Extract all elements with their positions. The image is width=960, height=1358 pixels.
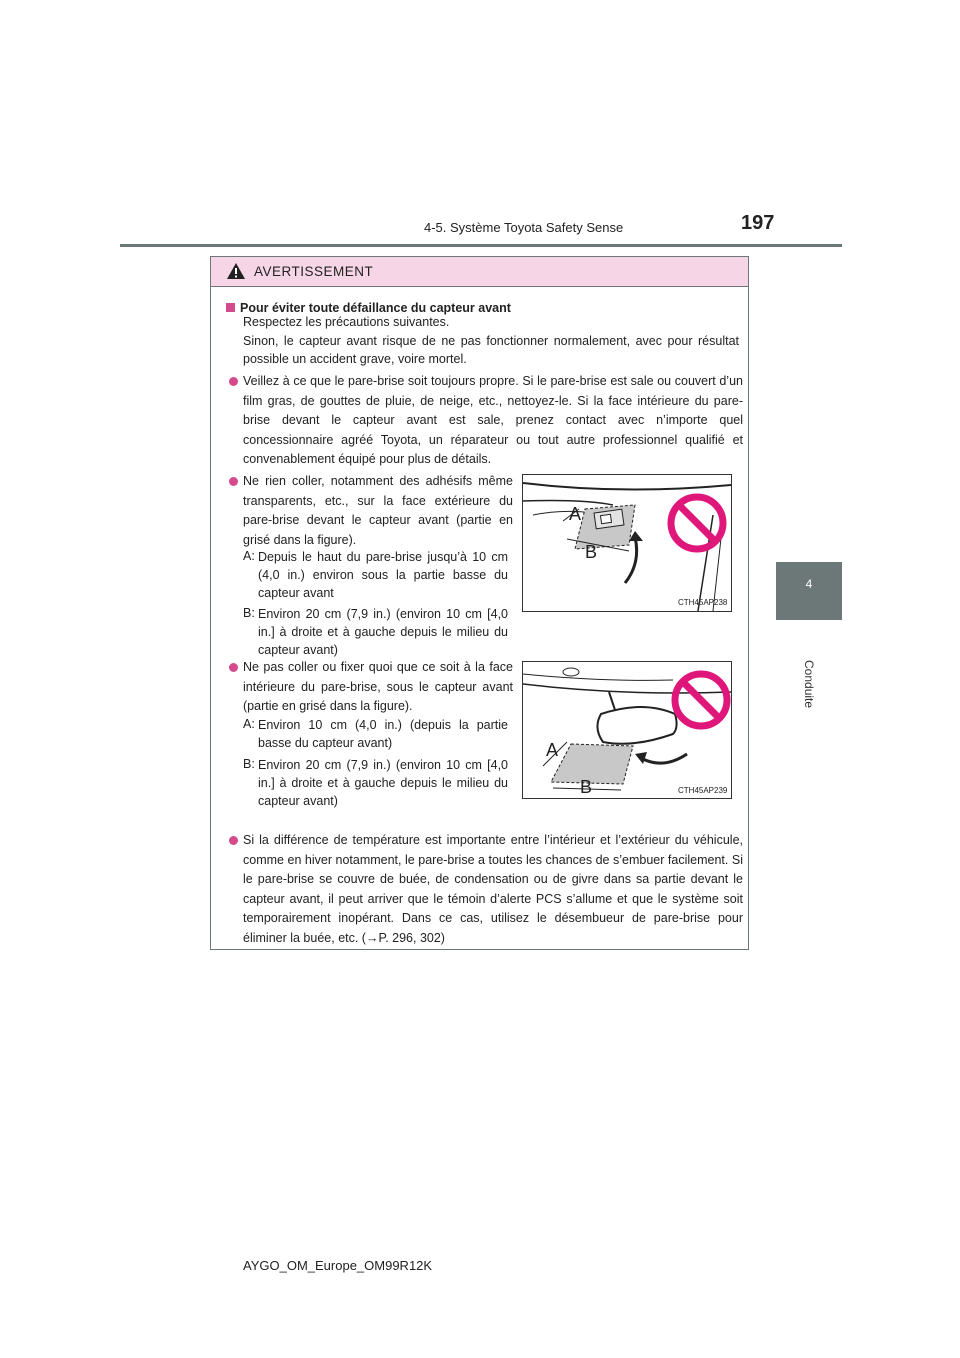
intro-line-1: Respectez les précautions suivantes. — [243, 315, 450, 329]
bullet-1-text: Veillez à ce que le pare-brise soit toujours propre. Si le pare-brise est sale ou couvert d’un film gras, de gouttes de pluie, de neige, etc., nettoyez-le. Si la face intérieure du pare-brise devant le capteur avant est sale, prenez contact avec n’importe quel concessionnaire agréé Toyota, un réparateur ou tout autre professionnel qualifié et convenablement équipé pour plus de détails. — [243, 374, 743, 467]
page-number: 197 — [741, 212, 775, 234]
chapter-tab — [776, 562, 842, 620]
bullet-3-a-text: Environ 10 cm (4,0 in.) (depuis la partie basse du capteur avant) — [258, 718, 508, 750]
windshield-exterior-illustration — [523, 475, 731, 611]
bullet-2-text: Ne rien coller, notamment des adhésifs même transparents, etc., sur la face extérieure du pare-brise devant le capteur avant (partie en grisé dans la figure). — [243, 474, 513, 547]
figure-2-code: CTH45AP239 — [678, 786, 728, 795]
bullet-dot-icon — [229, 836, 238, 845]
chapter-number: 4 — [805, 577, 813, 591]
bullet-2-b-label: B: — [243, 606, 255, 620]
warning-title: AVERTISSEMENT — [254, 264, 374, 279]
bullet-3-text: Ne pas coller ou fixer quoi que ce soit à la face intérieure du pare-brise, sous le capteur avant (partie en grisé dans la figure). — [243, 660, 513, 714]
figure-exterior-windshield — [522, 474, 732, 612]
bullet-2-a-label: A: — [243, 549, 255, 563]
bullet-2-b-text: Environ 20 cm (7,9 in.) (environ 10 cm [4,0 in.] à droite et à gauche depuis le milieu du capteur avant) — [258, 607, 508, 657]
warning-triangle-icon — [226, 262, 246, 280]
bullet-3-b-text: Environ 20 cm (7,9 in.) (environ 10 cm [4,0 in.] à droite et à gauche depuis le milieu du capteur avant) — [258, 758, 508, 808]
figure-2-label-a: A — [546, 740, 559, 760]
bullet-dot-icon — [229, 663, 238, 672]
figure-1-label-b: B — [585, 542, 598, 562]
square-bullet-icon — [226, 303, 235, 312]
intro-line-2: Sinon, le capteur avant risque de ne pas fonctionner normalement, avec pour résultat possible un accident grave, voire mortel. — [243, 334, 739, 366]
bullet-dot-icon — [229, 477, 238, 486]
figure-1-label-a: A — [569, 504, 582, 524]
header-rule — [120, 244, 842, 247]
bullet-3-b-label: B: — [243, 757, 255, 771]
warning-heading-text: Pour éviter toute défaillance du capteur avant — [240, 301, 511, 315]
section-title: 4-5. Système Toyota Safety Sense — [424, 220, 624, 235]
figure-1-code: CTH45AP238 — [678, 598, 728, 607]
figure-interior-windshield — [522, 661, 732, 799]
bullet-2-a-text: Depuis le haut du pare-brise jusqu’à 10 cm (4,0 in.) environ sous la partie basse du capteur avant — [258, 550, 508, 600]
windshield-interior-illustration — [523, 662, 731, 798]
figure-2-label-b: B — [580, 777, 593, 797]
document-code: AYGO_OM_Europe_OM99R12K — [243, 1258, 433, 1273]
bullet-dot-icon — [229, 377, 238, 386]
chapter-label: Conduite — [802, 660, 816, 709]
bullet-3-a-label: A: — [243, 717, 255, 731]
bullet-4-text: Si la différence de température est importante entre l’intérieur et l’extérieur du véhicule, comme en hiver notamment, le pare-brise a toutes les chances de s’embuer facilement. Si le pare-brise se couvre de buée, de condensation ou de givre dans sa partie devant le capteur avant, il peut arriver que le témoin d’alerte PCS s’allume et que le système soit temporairement inopérant. Dans ce cas, utilisez le désembueur de pare-brise pour éliminer la buée, etc. (→P. 296, 302) — [243, 833, 743, 945]
